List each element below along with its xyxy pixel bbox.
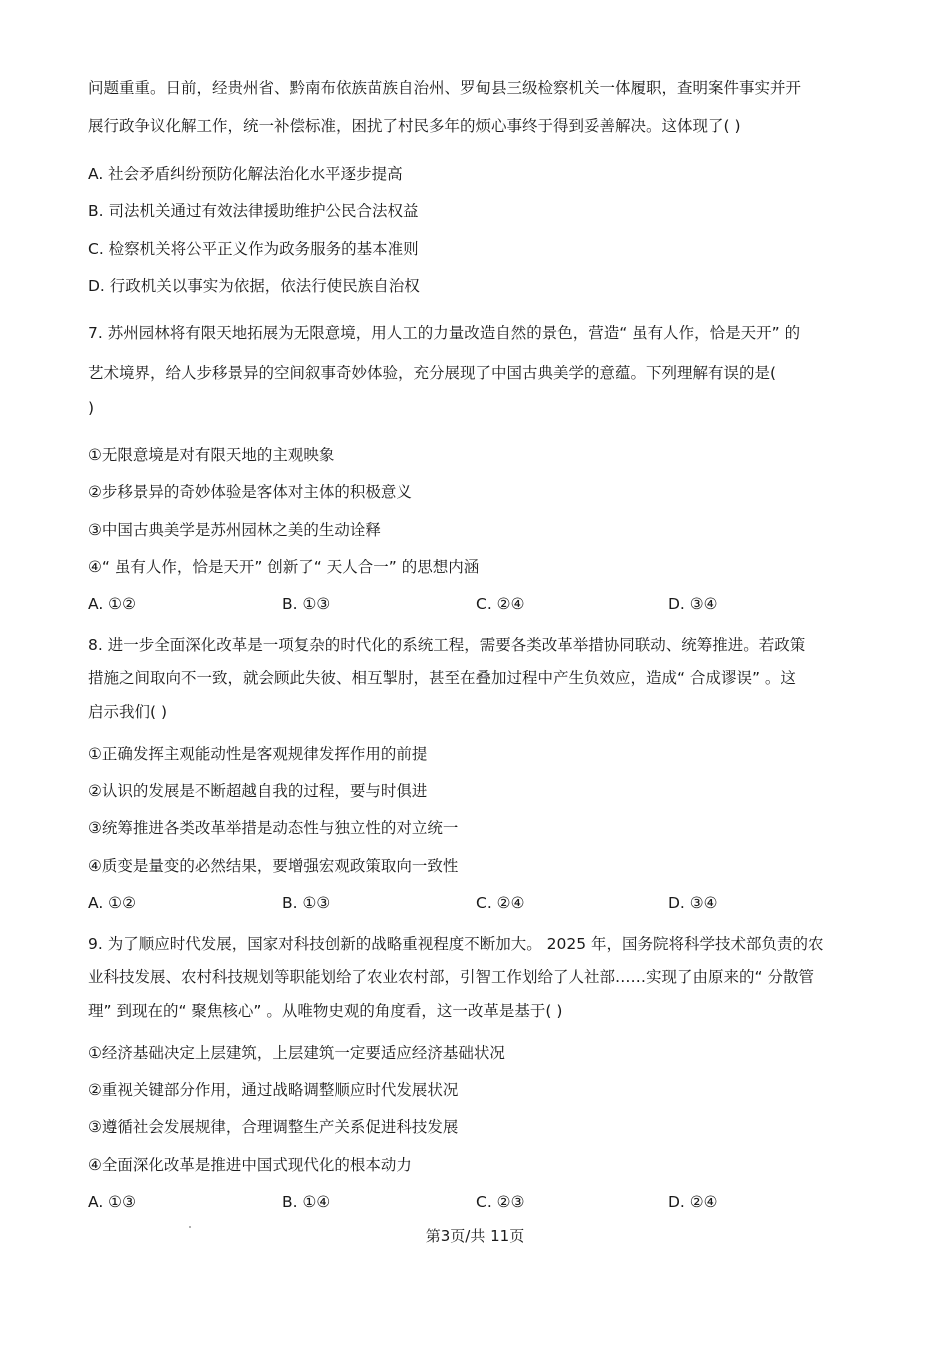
q6-option-d: D. 行政机关以事实为依据，依法行使民族自治权 [88, 277, 420, 295]
q9-item-4: ④全面深化改革是推进中国式现代化的根本动力 [88, 1156, 412, 1174]
q8-item-4: ④质变是量变的必然结果，要增强宏观政策取向一致性 [88, 857, 459, 875]
q9-choice-b: B. ①④ [282, 1193, 331, 1211]
q9-choice-d: D. ②④ [668, 1193, 718, 1211]
q8-stem-line-2: 措施之间取向不一致，就会顾此失彼、相互掣肘，甚至在叠加过程中产生负效应，造成“ 合成谬误” 。这 [88, 669, 796, 687]
q9-stem-line-2: 业科技发展、农村科技规划等职能划给了农业农村部，引智工作划给了人社部……实现了由原来的“ 分散管 [88, 968, 814, 986]
q8-choice-a: A. ①② [88, 894, 136, 912]
q7-item-4: ④“ 虽有人作，恰是天开” 创新了“ 天人合一” 的思想内涵 [88, 558, 480, 576]
q7-stem-line-1: 7. 苏州园林将有限天地拓展为无限意境，用人工的力量改造自然的景色，营造“ 虽有人作，恰是天开” 的 [88, 324, 801, 342]
q8-choice-d: D. ③④ [668, 894, 718, 912]
q7-choice-c: C. ②④ [476, 595, 525, 613]
q6-option-a: A. 社会矛盾纠纷预防化解法治化水平逐步提高 [88, 165, 403, 183]
q7-choices [88, 594, 888, 614]
q7-stem-line-3: ) [88, 399, 95, 417]
q7-item-1: ①无限意境是对有限天地的主观映象 [88, 446, 335, 464]
q9-choice-a: A. ①③ [88, 1193, 136, 1211]
q7-item-2: ②步移景异的奇妙体验是客体对主体的积极意义 [88, 483, 412, 501]
q7-item-3: ③中国古典美学是苏州园林之美的生动诠释 [88, 521, 381, 539]
q7-choice-b: B. ①③ [282, 595, 331, 613]
q7-choice-d: D. ③④ [668, 595, 718, 613]
q9-stem-line-1: 9. 为了顺应时代发展，国家对科技创新的战略重视程度不断加大。 2025 年，国务院将科学技术部负责的农 [88, 935, 824, 953]
q6-stem-line-2: 展行政争议化解工作，统一补偿标准，困扰了村民多年的烦心事终于得到妥善解决。这体现了( ) [88, 117, 741, 135]
q9-choices [88, 1192, 888, 1212]
q9-item-1: ①经济基础决定上层建筑，上层建筑一定要适应经济基础状况 [88, 1044, 505, 1062]
q9-item-3: ③遵循社会发展规律，合理调整生产关系促进科技发展 [88, 1118, 459, 1136]
q6-stem-line-1: 问题重重。日前，经贵州省、黔南布依族苗族自治州、罗甸县三级检察机关一体履职，查明案件事实并开 [88, 79, 802, 97]
q6-option-b: B. 司法机关通过有效法律援助维护公民合法权益 [88, 202, 419, 220]
q9-choice-c: C. ②③ [476, 1193, 525, 1211]
q7-choice-a: A. ①② [88, 595, 136, 613]
q8-choice-c: C. ②④ [476, 894, 525, 912]
q8-item-3: ③统筹推进各类改革举措是动态性与独立性的对立统一 [88, 819, 459, 837]
q8-stem-line-1: 8. 进一步全面深化改革是一项复杂的时代化的系统工程，需要各类改革举措协同联动、统筹推进。若政策 [88, 636, 806, 654]
q8-stem-line-3: 启示我们( ) [88, 703, 168, 721]
q8-choice-b: B. ①③ [282, 894, 331, 912]
q7-stem-line-2: 艺术境界，给人步移景异的空间叙事奇妙体验，充分展现了中国古典美学的意蕴。下列理解有误的是( [88, 364, 777, 382]
page-number: 第3页/共 11页 [425, 1227, 525, 1245]
q8-item-1: ①正确发挥主观能动性是客观规律发挥作用的前提 [88, 745, 428, 763]
q6-option-c: C. 检察机关将公平正义作为政务服务的基本准则 [88, 240, 419, 258]
q9-stem-line-3: 理” 到现在的“ 聚焦核心” 。从唯物史观的角度看，这一改革是基于( ) [88, 1002, 563, 1020]
q9-item-2: ②重视关键部分作用，通过战略调整顺应时代发展状况 [88, 1081, 459, 1099]
q8-item-2: ②认识的发展是不断超越自我的过程，要与时俱进 [88, 782, 428, 800]
q8-choices [88, 893, 888, 913]
